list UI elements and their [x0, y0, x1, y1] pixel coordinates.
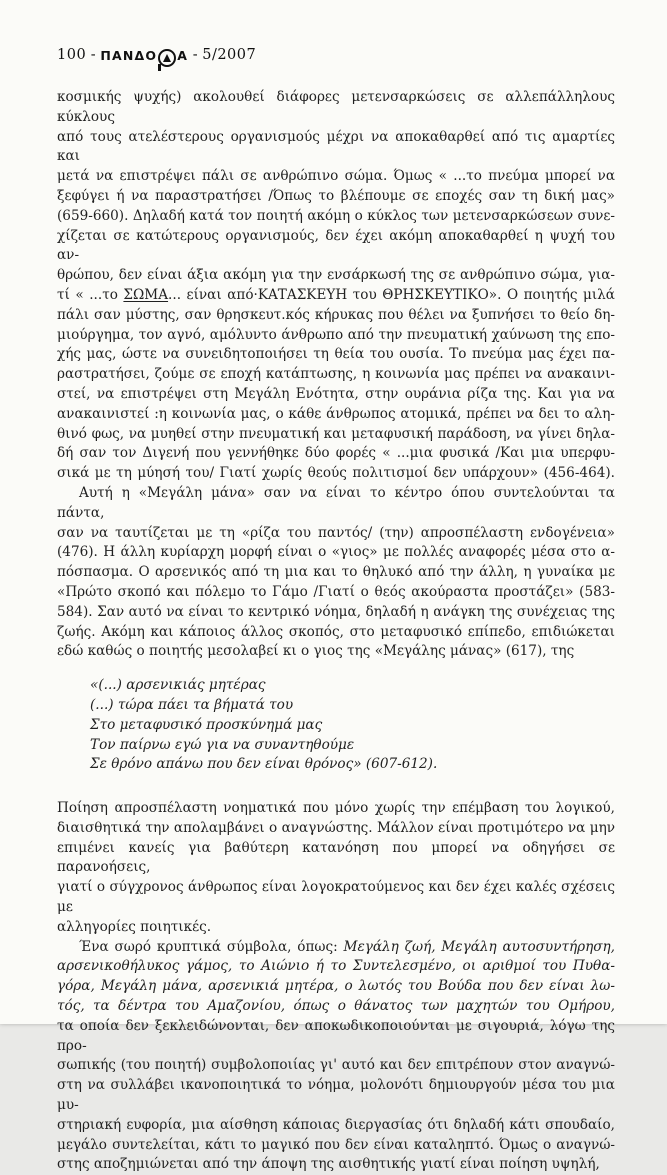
magazine-name-left: ΠΑΝΔΟ — [100, 48, 158, 63]
text-line — [57, 623, 615, 643]
text-line — [57, 878, 615, 918]
body-text: ... είναι από·ΚΑΤΑΣΚΕΥΗ του ΘΡΗΣΚΕΥΤΙΚΟ». Ο ποιητής μιλά — [168, 286, 615, 303]
text-line — [57, 1017, 615, 1057]
italic-text: Τον παίρνω εγώ για να συναντηθούμε — [90, 736, 355, 753]
body-text: μετά να επιστρέψει πάλι σε ανθρώπινο σώμα. Όμως « ...το πνεύμα μπορεί να — [57, 168, 615, 185]
text-line — [90, 716, 615, 736]
text-line — [57, 563, 615, 583]
body-text: γιατί ο σύγχρονος άνθρωπος είναι λογοκρατούμενος και δεν έχει καλές σχέσεις με — [57, 879, 615, 916]
body-text: ξεφύγει ή να παραστρατήσει /Όπως το βλέπουμε σε εποχές σαν τη δική μας» — [57, 187, 615, 204]
body-text: σαν να ταυτίζεται με τη «ρίζα του παντός/ (την) απροσπέλαστη ενδογένεια» — [57, 524, 615, 541]
text-line — [57, 918, 615, 938]
italic-text: Στο μεταφυσικό προσκύνημά μας — [90, 716, 323, 733]
magazine-name-right: Α — [177, 48, 189, 63]
text-line — [57, 88, 615, 128]
text-line — [57, 385, 615, 405]
italic-text: τός, τα δέντρα του Αμαζονίου, όπως ο θάνατος των μαχητών του Ομήρου, — [57, 998, 615, 1015]
text-line — [57, 444, 615, 464]
body-text: (659-660). Δηλαδή κατά τον ποιητή ακόμη ο κύκλος των μετενσαρκώσεων συνε- — [57, 207, 615, 224]
body-text: στη να συλλάβει ικανοποιητικά το νόημα, μολονότι δημιουργούν μέσα του μια μυ- — [57, 1077, 615, 1114]
text-block — [57, 88, 615, 1175]
italic-text: αρσενικοθήλυκος γάμος, το Αιώνιο ή το Συντελεσμένο, οι αριθμοί του Πυθα- — [57, 958, 615, 975]
body-text: θρώπου, δεν είναι άξια ακόμη για την ενσάρκωσή της σε ανθρώπινο σώμα, για- — [57, 267, 615, 284]
body-text: Αυτή η «Μεγάλη μάνα» σαν να είναι το κέντρο όπου συντελούνται τα πάντα, — [57, 484, 615, 521]
body-text: Ένα σωρό κρυπτικά σύμβολα, όπως: — [79, 938, 344, 955]
italic-text: γόρα, Μεγάλη μάνα, αρσενικιά μητέρα, ο λωτός του Βούδα που δεν είναι λω- — [57, 978, 615, 995]
text-line — [57, 365, 615, 385]
body-text: «Πρώτο σκοπό και πόλεμο το Γάμο /Γιατί ο θεός ακούραστα προστάζει» (583- — [57, 583, 615, 600]
text-line — [90, 696, 615, 716]
body-text: Ποίηση απροσπέλαστη νοηματικά που μόνο χωρίς την επέμβαση του λογικού, — [57, 800, 615, 817]
text-line — [57, 524, 615, 544]
text-line — [57, 1155, 615, 1175]
text-line — [57, 405, 615, 425]
text-line — [57, 464, 615, 484]
text-line — [57, 1056, 615, 1076]
page-number: 100 — [57, 47, 87, 63]
text-line — [57, 326, 615, 346]
text-line — [57, 1076, 615, 1116]
paragraph-1 — [57, 88, 615, 484]
text-line — [57, 819, 615, 839]
body-text: στης αποζημιώνεται από την άποψη της αισθητικής γιατί είναι ποίηση υψηλή, — [57, 1156, 600, 1173]
text-line — [57, 839, 615, 879]
body-text: κοσμικής ψυχής) ακολουθεί διάφορες μετενσαρκώσεις σε αλλεπάλληλους κύκλους — [57, 89, 615, 125]
text-line — [57, 799, 615, 819]
text-line — [57, 603, 615, 623]
underlined-text: ΣΩΜΑ — [123, 286, 169, 303]
body-text: χίζεται σε κατώτερους οργανισμούς, δεν έχει ακόμη αποκαθαρθεί η ψυχή του αν- — [57, 227, 615, 264]
text-line — [57, 227, 615, 267]
body-text: μεγάλο συντελείται, κάτι το μαγικό που δεν είναι καταληπτό. Όμως ο αναγνώ- — [57, 1136, 615, 1153]
text-line — [57, 997, 615, 1017]
text-line — [57, 128, 615, 168]
text-line — [57, 642, 615, 662]
body-text: αλληγορίες ποιητικές. — [57, 918, 212, 935]
italic-text: Σε θρόνο απάνω που δεν είναι θρόνος» (607-612). — [90, 756, 438, 773]
text-line — [57, 977, 615, 997]
text-line — [57, 938, 615, 958]
body-text: χής μας, ώστε να συνειδητοποιήσει τη θεία του ουσία. Το πνεύμα μας έχει πα- — [57, 346, 615, 363]
body-text: σωπικής (του ποιητή) συμβολοποιίας γι' αυτό και δεν επιτρέπουν στον αναγνώ- — [57, 1057, 615, 1074]
text-line — [57, 167, 615, 187]
body-text: πάλι σαν μύστης, σαν θρησκευτ.κός κήρυκας που θέλει να ξυπνήσει το θείο δη- — [57, 306, 615, 323]
body-text: τί « ...το — [57, 286, 124, 303]
italic-text: (...) τώρα πάει τα βήματά του — [90, 696, 294, 713]
body-text: από τους ατελέστερους οργανισμούς μέχρι να αποκαθαρθεί από τις αμαρτίες και — [57, 128, 615, 165]
body-text: επιμένει κανείς για βαθύτερη κατανόηση που μπορεί να οδηγήσει σε παρανοήσεις, — [57, 839, 615, 876]
paragraph-4 — [57, 938, 615, 1175]
body-text: σικά με τη μύησή του/ Γιατί χωρίς θεούς πολιτισμοί δεν υπάρχουν» (456-464). — [57, 465, 615, 482]
body-text: τα οποία δεν ξεκλειδώνονται, δεν αποκωδικοποιούνται με σιγουριά, λόγω της προ- — [57, 1017, 615, 1054]
italic-text: Μεγάλη ζωή, Μεγάλη αυτοσυντήρηση, — [343, 938, 616, 955]
paragraph-2 — [57, 484, 615, 662]
body-text: μιούργημα, τον αγνό, αμόλυντο άνθρωπο από την πνευματική χαύνωση της επο- — [57, 326, 615, 343]
text-line — [90, 736, 615, 756]
text-line — [57, 187, 615, 207]
body-text: 584). Σαν αυτό να είναι το κεντρικό νόημα, δηλαδή η ανάγκη της συνέχειας της — [57, 603, 615, 620]
text-line — [90, 755, 615, 775]
body-text: θινό φως, να μυηθεί στην πνευματική και μεταφυσική παράδοση, να γίνει δηλα- — [57, 425, 615, 442]
italic-text: «(...) αρσενικιάς μητέρας — [90, 677, 266, 694]
text-line — [57, 484, 615, 524]
page-header — [57, 46, 256, 64]
body-text: ραστρατήσει, ζούμε σε εποχή κατάπτωσης, η κοινωνία μας πρέπει να ανακαινι- — [57, 366, 615, 383]
header-separator: - — [86, 47, 101, 63]
body-text: στεί, να επιστρέψει στη Μεγάλη Ενότητα, στην ουράνια ρίζα της. Και για να — [57, 385, 615, 402]
issue-number: 5/2007 — [202, 47, 257, 63]
poem-quote — [90, 676, 615, 775]
text-line — [57, 286, 615, 306]
text-line — [57, 583, 615, 603]
paragraph-3 — [57, 799, 615, 938]
text-line — [57, 543, 615, 563]
header-separator: - — [188, 47, 203, 63]
text-line — [57, 266, 615, 286]
body-text: ανακαινιστεί :η κοινωνία μας, ο κάθε άνθρωπος ατομικά, πρέπει να δει το αλη- — [57, 405, 615, 422]
body-text: δή σαν τον Διγενή που γεννήθηκε δύο φορές « ...μια φυσικά /Και μια υπερφυ- — [57, 445, 615, 462]
text-line — [57, 345, 615, 365]
body-text: εδώ καθώς ο ποιητής μεσολαβεί κι ο γιος της «Μεγάλης μάνας» (617), της — [57, 643, 575, 660]
magazine-logo-icon — [158, 49, 176, 67]
text-line — [57, 207, 615, 227]
text-line — [57, 1116, 615, 1136]
text-line — [57, 425, 615, 445]
body-text: (476). Η άλλη κυρίαρχη μορφή είναι ο «γιος» με πολλές αναφορές μέσα στο α- — [57, 544, 615, 561]
text-line — [57, 957, 615, 977]
body-text: στηριακή ευφορία, μια αίσθηση κάποιας διεργασίας ότι δηλαδή κάτι σπουδαίο, — [57, 1116, 615, 1133]
text-line — [57, 306, 615, 326]
body-text: διαισθητικά την απολαμβάνει ο αναγνώστης. Μάλλον είναι προτιμότερο να μην — [57, 819, 615, 836]
body-text: ζωής. Ακόμη και κάποιος άλλος σκοπός, στο μεταφυσικό επίπεδο, επιδιώκεται — [57, 623, 615, 640]
text-line — [90, 676, 615, 696]
text-line — [57, 1136, 615, 1156]
body-text: πόσπασμα. Ο αρσενικός από τη μια και το θηλυκό από την άλλη, η γυναίκα με — [57, 564, 615, 581]
